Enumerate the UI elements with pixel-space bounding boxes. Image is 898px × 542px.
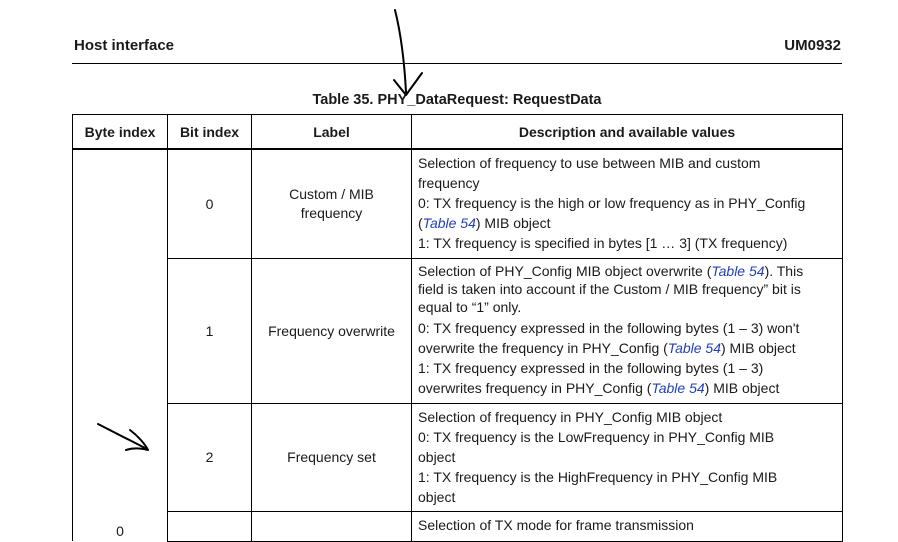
description-cell — [412, 149, 843, 258]
description-text: ). This — [764, 262, 804, 279]
description-line: 1: TX frequency is specified in bytes [1 … 3] (TX frequency) — [418, 235, 788, 251]
description-text: ) MIB object — [721, 339, 796, 356]
table-row — [73, 403, 843, 511]
table-54-link[interactable]: Table 54 — [422, 215, 476, 231]
description-line — [418, 213, 836, 233]
label-cell: Frequency set — [252, 403, 412, 511]
description-line: Selection of TX mode for frame transmission — [418, 516, 694, 533]
table-row — [73, 511, 843, 541]
description-line: 1: TX frequency is the HighFrequency in PHY_Config MIB — [418, 468, 778, 485]
hand-drawn-arrow-top — [380, 0, 440, 105]
description-line: Selection of frequency in PHY_Config MIB object — [418, 408, 723, 425]
description-text: ) MIB object — [704, 379, 780, 396]
description-text: ( — [418, 215, 423, 231]
table-caption: Table 35. PHY_DataRequest: RequestData — [312, 92, 602, 108]
table-header-row — [73, 115, 843, 150]
page-header-title: Host interface — [74, 37, 175, 54]
bit-index-cell: 1 — [168, 258, 252, 403]
bit-index-cell — [168, 511, 252, 541]
request-data-table — [72, 114, 843, 542]
byte-index-value: 0 — [116, 523, 124, 539]
document-id: UM0932 — [784, 37, 841, 54]
table-54-link[interactable]: Table 54 — [667, 339, 721, 356]
byte-index-cell — [73, 149, 168, 541]
description-text: overwrites frequency in PHY_Config ( — [418, 379, 652, 396]
description-line: 0: TX frequency expressed in the following bytes (1 – 3) won't — [418, 319, 800, 336]
description-line — [418, 338, 836, 358]
description-cell — [412, 403, 843, 511]
description-line — [418, 262, 836, 280]
description-text: ) MIB object — [475, 215, 551, 231]
description-line: object — [418, 488, 456, 505]
description-line: field is taken into account if the Custom / MIB frequency” bit is — [418, 280, 801, 297]
column-header-byte-index: Byte index — [73, 115, 168, 150]
description-line: 0: TX frequency is the LowFrequency in PHY_Config MIB — [418, 428, 775, 445]
column-header-label: Label — [252, 115, 412, 150]
description-cell — [412, 258, 843, 403]
column-header-description: Description and available values — [412, 115, 843, 150]
table-row — [73, 149, 843, 258]
header-divider — [72, 63, 842, 64]
description-text: overwrite the frequency in PHY_Config ( — [418, 339, 668, 356]
description-line: 1: TX frequency expressed in the following bytes (1 – 3) — [418, 359, 764, 376]
label-cell: Custom / MIB frequency — [252, 149, 412, 258]
bit-index-cell: 0 — [168, 149, 252, 258]
column-header-bit-index: Bit index — [168, 115, 252, 150]
description-line: frequency — [418, 175, 480, 191]
description-text: Selection of PHY_Config MIB object overwrite ( — [418, 262, 712, 279]
description-line: object — [418, 448, 456, 465]
table-54-link[interactable]: Table 54 — [651, 379, 705, 396]
description-line: 0: TX frequency is the high or low frequency as in PHY_Config — [418, 195, 806, 211]
label-cell: Frequency overwrite — [252, 258, 412, 403]
bit-index-cell: 2 — [168, 403, 252, 511]
table-row — [73, 258, 843, 403]
description-line: Selection of frequency to use between MIB and custom — [418, 155, 761, 171]
description-line: equal to “1” only. — [418, 298, 522, 315]
label-cell — [252, 511, 412, 541]
table-54-link[interactable]: Table 54 — [711, 262, 765, 279]
description-cell — [412, 511, 843, 541]
description-line — [418, 378, 836, 398]
